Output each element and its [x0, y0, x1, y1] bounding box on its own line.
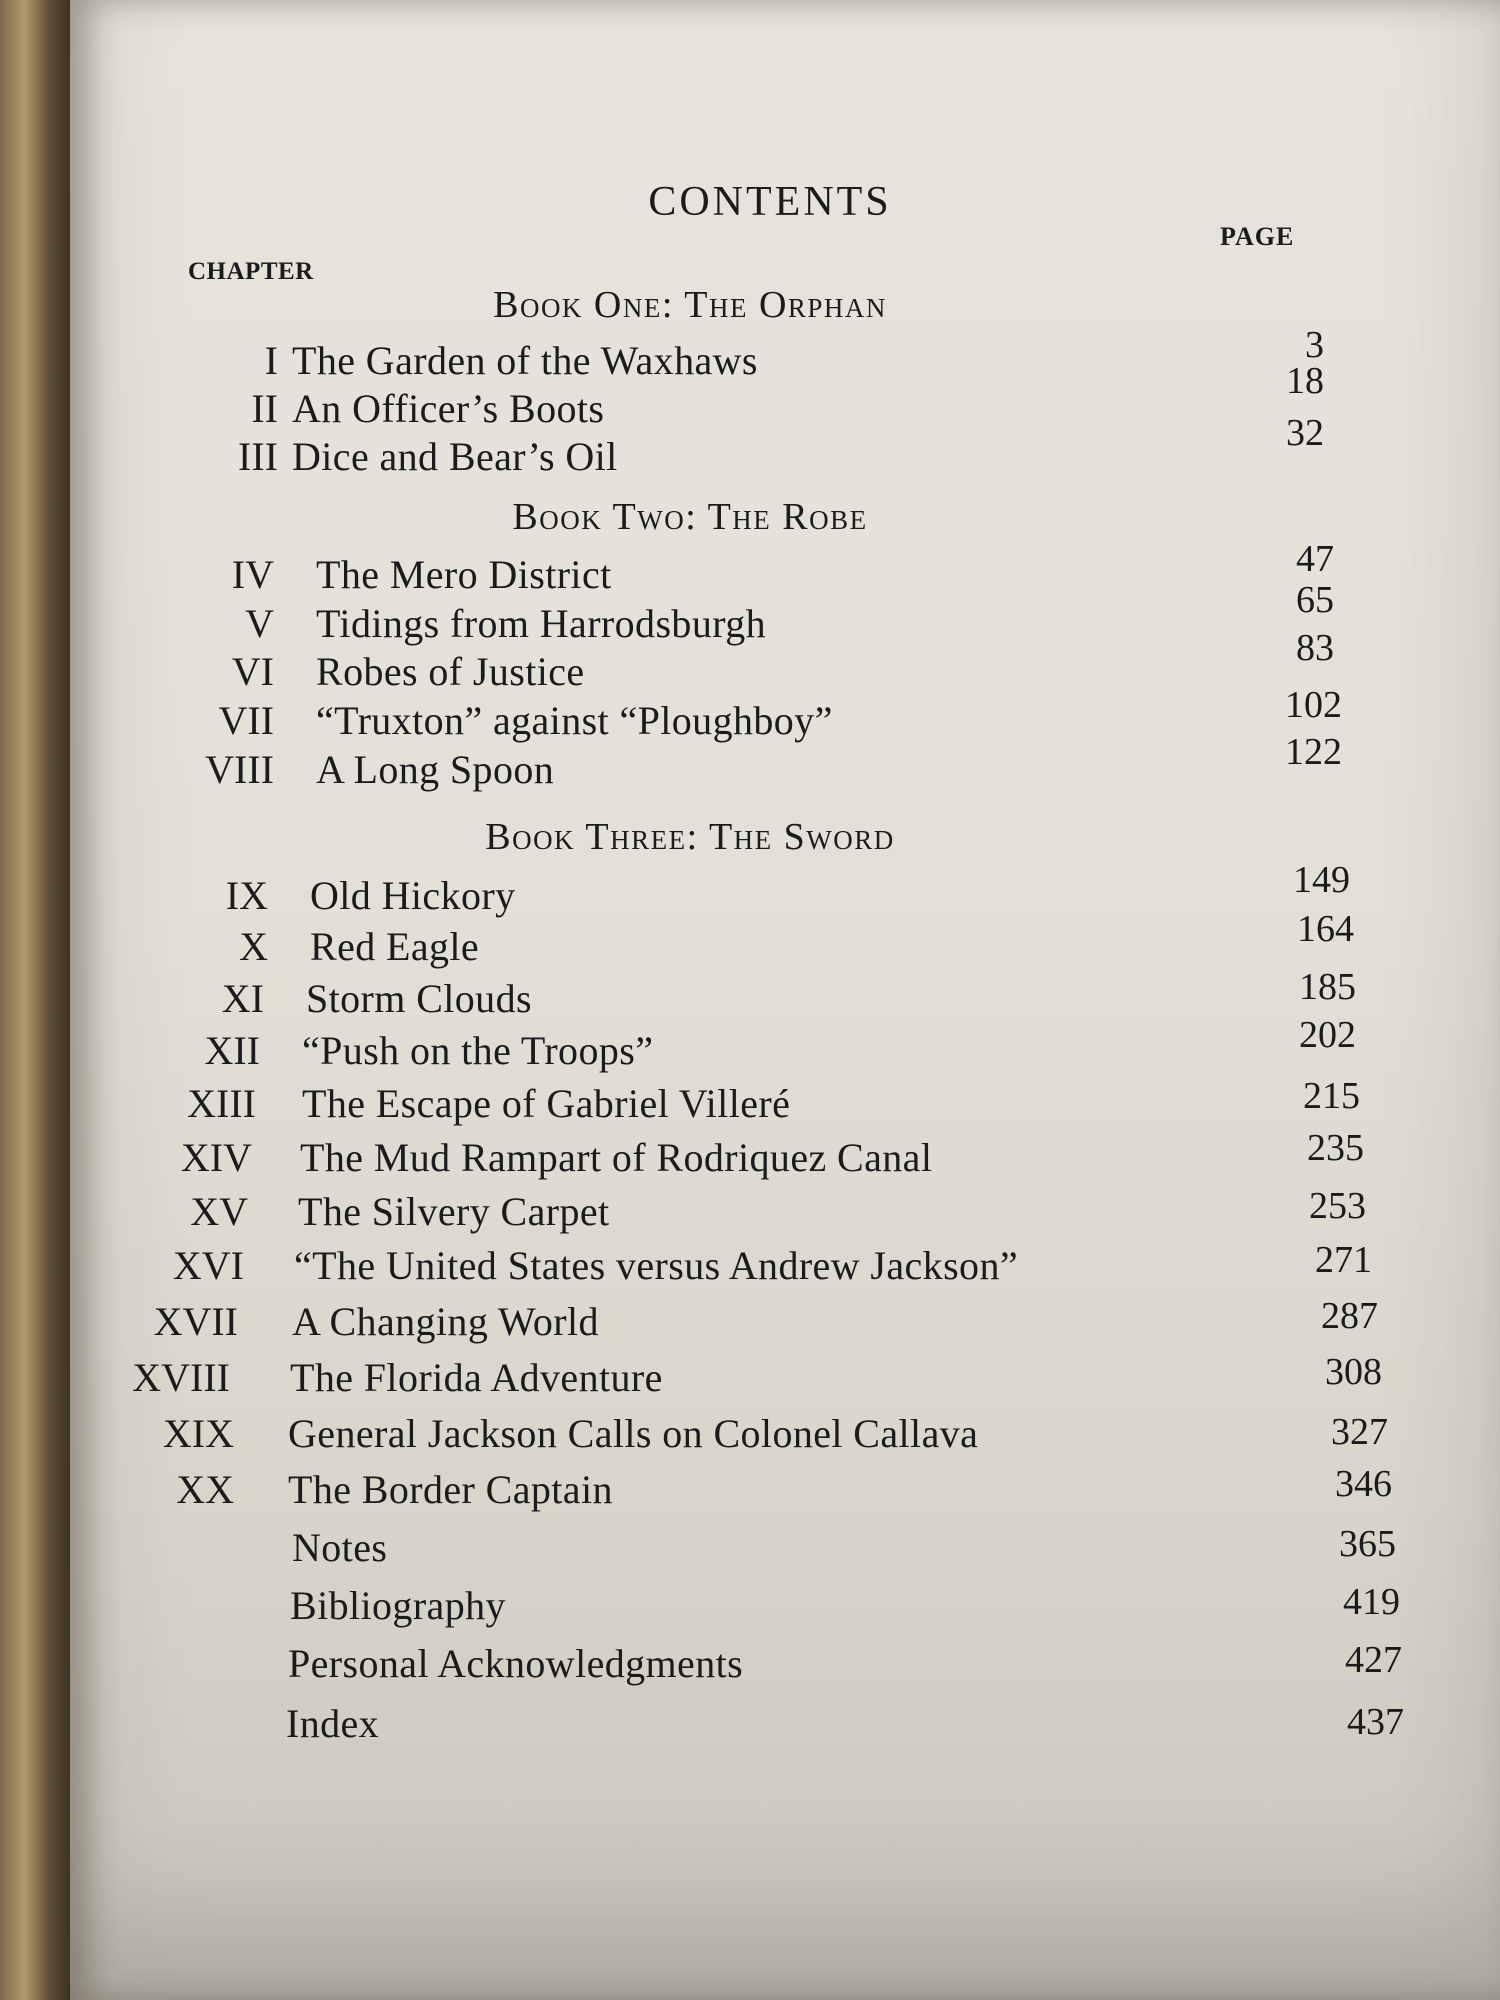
chapter-title: “Push on the Troops” — [302, 1028, 654, 1073]
chapter-number: I — [264, 338, 278, 383]
page-number: 287 — [1321, 1295, 1378, 1337]
back-matter-title: Index — [286, 1701, 380, 1746]
toc-row — [70, 1463, 1500, 1514]
page-number: 18 — [1286, 360, 1324, 402]
contents-page — [70, 0, 1500, 2000]
toc-row — [70, 1700, 1500, 1748]
toc-row — [70, 412, 1500, 481]
chapter-title: Dice and Bear’s Oil — [292, 434, 618, 479]
chapter-number: XIX — [162, 1411, 234, 1456]
chapter-column-header: CHAPTER — [188, 258, 314, 285]
book-heading: Book Three: The Sword — [485, 816, 895, 858]
chapter-number: XV — [190, 1189, 248, 1234]
chapter-title: A Long Spoon — [316, 747, 555, 792]
chapter-number: XI — [221, 976, 264, 1021]
chapter-number: XIV — [180, 1135, 252, 1180]
chapter-number: XIII — [187, 1081, 256, 1126]
page-number: 215 — [1303, 1075, 1360, 1117]
chapter-title: Storm Clouds — [306, 976, 532, 1021]
chapter-number: X — [239, 924, 268, 969]
book-heading: Book Two: The Robe — [512, 496, 868, 538]
chapter-number: II — [251, 386, 278, 431]
page-number: 3 — [1305, 324, 1324, 366]
back-matter-title: Bibliography — [290, 1583, 506, 1628]
back-matter-title: Personal Acknowledgments — [288, 1641, 744, 1686]
page-number: 271 — [1315, 1239, 1372, 1281]
toc-row — [70, 1524, 1500, 1572]
chapter-title: The Garden of the Waxhaws — [292, 338, 758, 383]
toc-row — [70, 1014, 1500, 1075]
chapter-number: VII — [218, 698, 274, 743]
toc-row — [70, 966, 1500, 1023]
page-number: 65 — [1296, 579, 1334, 621]
toc-row — [70, 579, 1500, 648]
chapter-number: III — [238, 434, 278, 479]
chapter-title: The Escape of Gabriel Villeré — [302, 1081, 791, 1126]
chapter-title: The Mud Rampart of Rodriquez Canal — [300, 1135, 933, 1180]
chapter-title: The Silvery Carpet — [298, 1189, 610, 1234]
chapter-title: The Border Captain — [288, 1467, 613, 1512]
toc-row — [70, 1582, 1500, 1630]
page-number: 102 — [1285, 684, 1342, 726]
back-matter-title: Notes — [292, 1525, 388, 1570]
toc-row — [70, 731, 1500, 794]
toc-row — [70, 1075, 1500, 1128]
page-number: 202 — [1299, 1014, 1356, 1056]
page-number: 365 — [1339, 1523, 1396, 1565]
page-number: 149 — [1293, 859, 1350, 901]
page-title: CONTENTS — [648, 179, 892, 225]
chapter-title: The Florida Adventure — [290, 1355, 663, 1400]
chapter-title: Robes of Justice — [316, 649, 585, 694]
page-number: 83 — [1296, 627, 1334, 669]
page-column-header: PAGE — [1220, 222, 1295, 251]
chapter-number: XVI — [172, 1243, 244, 1288]
chapter-title: “Truxton” against “Ploughboy” — [316, 698, 833, 743]
page-number: 437 — [1347, 1701, 1404, 1743]
page-number: 427 — [1345, 1639, 1402, 1681]
chapter-number: VIII — [205, 747, 274, 792]
toc-row — [70, 859, 1500, 920]
chapter-title: Red Eagle — [310, 924, 480, 969]
chapter-title: General Jackson Calls on Colonel Callava — [288, 1411, 979, 1456]
page-number: 327 — [1331, 1411, 1388, 1453]
toc-row — [70, 1640, 1500, 1688]
chapter-number: XX — [176, 1467, 234, 1512]
chapter-number: IX — [225, 873, 268, 918]
book-heading: Book One: The Orphan — [493, 284, 887, 326]
page-number: 346 — [1335, 1463, 1392, 1505]
page-number: 47 — [1296, 538, 1334, 580]
page-number: 32 — [1286, 412, 1324, 454]
chapter-number: VI — [231, 649, 274, 694]
chapter-number: XVII — [153, 1299, 238, 1344]
page-number: 308 — [1325, 1351, 1382, 1393]
chapter-title: The Mero District — [316, 552, 612, 597]
toc-row — [70, 1295, 1500, 1346]
toc-row — [70, 1127, 1500, 1182]
book-binding — [0, 0, 70, 2000]
chapter-title: An Officer’s Boots — [292, 386, 605, 431]
toc-row — [70, 1185, 1500, 1236]
chapter-number: V — [245, 601, 274, 646]
page-number: 253 — [1309, 1185, 1366, 1227]
toc-row — [70, 1239, 1500, 1290]
page-number: 122 — [1285, 731, 1342, 773]
page-number: 164 — [1297, 908, 1354, 950]
chapter-title: Old Hickory — [310, 873, 516, 918]
chapter-title: “The United States versus Andrew Jackson” — [294, 1243, 1018, 1288]
toc-row — [70, 908, 1500, 971]
chapter-title: A Changing World — [292, 1299, 599, 1344]
chapter-number: XVIII — [132, 1355, 230, 1400]
page-number: 419 — [1343, 1581, 1400, 1623]
toc-row — [70, 1410, 1500, 1458]
chapter-number: IV — [231, 552, 274, 597]
toc-row — [70, 1351, 1500, 1402]
page-number: 185 — [1299, 966, 1356, 1008]
toc-row — [70, 538, 1500, 599]
chapter-number: XII — [204, 1028, 260, 1073]
page-number: 235 — [1307, 1127, 1364, 1169]
chapter-title: Tidings from Harrodsburgh — [316, 601, 767, 646]
